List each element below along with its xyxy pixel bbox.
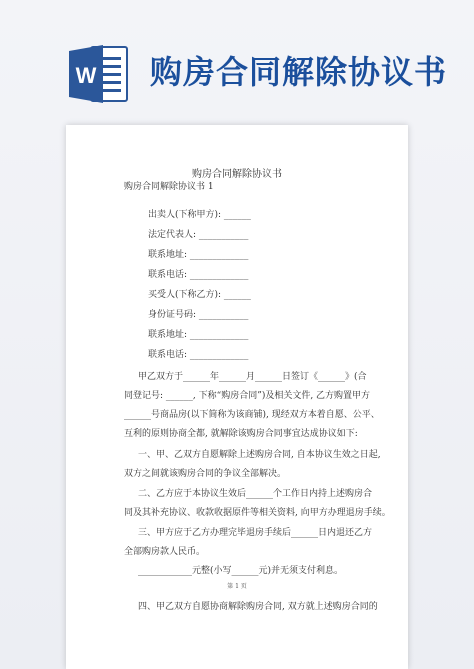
buyer-phone-line: 联系电话: _____________ <box>148 350 249 360</box>
word-app-icon <box>67 41 129 107</box>
clause-two-line: 同及其补充协议、收款收据原件等相关资料, 向甲方办理退房手续。 <box>124 508 391 518</box>
seller-name-line: 出卖人(下称甲方): ______ <box>148 210 251 220</box>
document-subtitle: 购房合同解除协议书 1 <box>124 182 214 192</box>
clause-three-line: 三、甲方应于乙方办理完毕退房手续后______日内退还乙方 <box>138 528 373 538</box>
seller-phone-line: 联系电话: _____________ <box>148 270 249 280</box>
clause-three-line: 全部购房款人民币。 <box>124 547 206 557</box>
banner-title: 购房合同解除协议书 <box>150 53 448 91</box>
document-page <box>66 125 408 669</box>
document-title: 购房合同解除协议书 <box>192 169 282 180</box>
clause-four-line: 四、甲乙双方自愿协商解除购房合同, 双方就上述购房合同的 <box>138 602 378 612</box>
legal-rep-line: 法定代表人: ___________ <box>148 230 249 240</box>
paragraph-line: 甲乙双方于______年______月______日签订《______》(合 <box>138 372 367 382</box>
word-app-icon-letter: W <box>75 63 97 88</box>
clause-one-line: 一、甲、乙双方自愿解除上述购房合同, 自本协议生效之日起, <box>138 450 381 460</box>
paragraph-line: ______号商品房(以下简称为该商铺), 现经双方本着自愿、公平、 <box>124 410 380 420</box>
clause-three-amount-line: ____________元整(小写______元)并无须支付利息。 <box>138 566 344 576</box>
buyer-address-line: 联系地址: _____________ <box>148 330 249 340</box>
clause-one-line: 双方之间就该购房合同的争议全部解决。 <box>124 469 287 479</box>
paragraph-line: 互利的原则协商全都, 就解除该购房合同事宜达成协议如下: <box>124 429 358 439</box>
page-number: 第 1 页 <box>227 583 247 590</box>
seller-address-line: 联系地址: _____________ <box>148 250 249 260</box>
paragraph-line: 同登记号: ______, 下称“购房合同”)及相关文件, 乙方购置甲方 <box>124 391 371 401</box>
buyer-id-line: 身份证号码: ___________ <box>148 310 249 320</box>
clause-two-line: 二、乙方应于本协议生效后______个工作日内持上述购房合 <box>138 489 373 499</box>
buyer-name-line: 买受人(下称乙方): ______ <box>148 290 251 300</box>
